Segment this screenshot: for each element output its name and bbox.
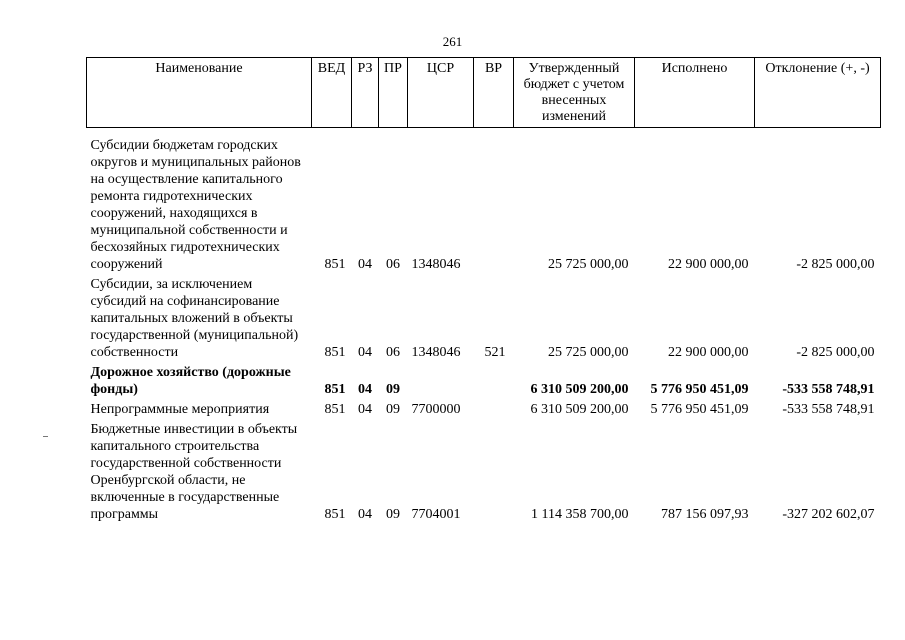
row-deviation: -2 825 000,00 <box>796 345 875 360</box>
header-name: Наименование <box>87 58 312 128</box>
table-row <box>87 419 881 524</box>
table-row <box>87 274 881 362</box>
row-csr: 1348046 <box>411 257 461 272</box>
row-rz: 04 <box>358 507 372 522</box>
header-rz: РЗ <box>352 58 379 128</box>
row-executed: 5 776 950 451,09 <box>650 382 749 397</box>
row-executed: 5 776 950 451,09 <box>650 402 749 417</box>
row-pr: 09 <box>386 402 400 417</box>
row-name: Субсидии, за исключением субсидий на софинансирование капитальных вложений в объекты государственной (муниципальной) собственности <box>90 277 299 360</box>
row-ved: 851 <box>324 507 346 522</box>
table-row <box>87 135 881 274</box>
row-executed: 22 900 000,00 <box>668 345 749 360</box>
table-row <box>87 399 881 419</box>
header-vr: ВР <box>474 58 514 128</box>
budget-table <box>86 57 881 524</box>
row-approved: 6 310 509 200,00 <box>530 382 629 397</box>
row-ved: 851 <box>324 382 346 397</box>
page-number: 261 <box>442 34 463 49</box>
row-pr: 09 <box>386 507 400 522</box>
row-vr <box>474 419 514 524</box>
spacer-row <box>87 128 881 136</box>
header-csr: ЦСР <box>408 58 474 128</box>
header-deviation: Отклонение (+, -) <box>755 58 881 128</box>
row-csr: 7700000 <box>411 402 461 417</box>
header-row <box>87 58 881 128</box>
row-rz: 04 <box>358 402 372 417</box>
header-approved: Утвержденный бюджет с учетом внесенных изменений <box>514 58 635 128</box>
row-pr: 06 <box>386 345 400 360</box>
row-vr <box>474 362 514 399</box>
row-approved: 25 725 000,00 <box>548 345 629 360</box>
row-csr: 1348046 <box>411 345 461 360</box>
row-approved: 25 725 000,00 <box>548 257 629 272</box>
row-ved: 851 <box>324 257 346 272</box>
table-row-section <box>87 362 881 399</box>
row-rz: 04 <box>358 345 372 360</box>
header-pr: ПР <box>379 58 408 128</box>
row-deviation: -327 202 602,07 <box>782 507 875 522</box>
row-name: Субсидии бюджетам городских округов и муниципальных районов на осуществление капитального ремонта гидротехнических сооружений, находящихся в муниципальной собственности и бесхозяйных гидротехнических сооружений <box>90 138 301 272</box>
row-approved: 1 114 358 700,00 <box>531 507 629 522</box>
row-name: Дорожное хозяйство (дорожные фонды) <box>90 365 291 397</box>
row-name: Бюджетные инвестиции в объекты капитального строительства государственной собственности Оренбургской области, не включенные в государственные программы <box>90 422 298 522</box>
row-rz: 04 <box>358 257 372 272</box>
row-pr: 09 <box>386 382 400 397</box>
row-vr <box>474 399 514 419</box>
row-csr <box>408 362 474 399</box>
row-ved: 851 <box>324 345 346 360</box>
header-executed: Исполнено <box>635 58 755 128</box>
row-name: Непрограммные мероприятия <box>90 402 270 417</box>
row-vr: 521 <box>484 345 506 360</box>
row-rz: 04 <box>358 382 372 397</box>
row-deviation: -533 558 748,91 <box>782 382 875 397</box>
row-pr: 06 <box>386 257 400 272</box>
row-executed: 22 900 000,00 <box>668 257 749 272</box>
row-approved: 6 310 509 200,00 <box>530 402 629 417</box>
header-ved: ВЕД <box>312 58 352 128</box>
row-deviation: -533 558 748,91 <box>782 402 875 417</box>
row-csr: 7704001 <box>411 507 461 522</box>
scan-mark <box>43 436 48 437</box>
row-executed: 787 156 097,93 <box>661 507 749 522</box>
row-ved: 851 <box>324 402 346 417</box>
row-vr <box>474 135 514 274</box>
row-deviation: -2 825 000,00 <box>796 257 875 272</box>
